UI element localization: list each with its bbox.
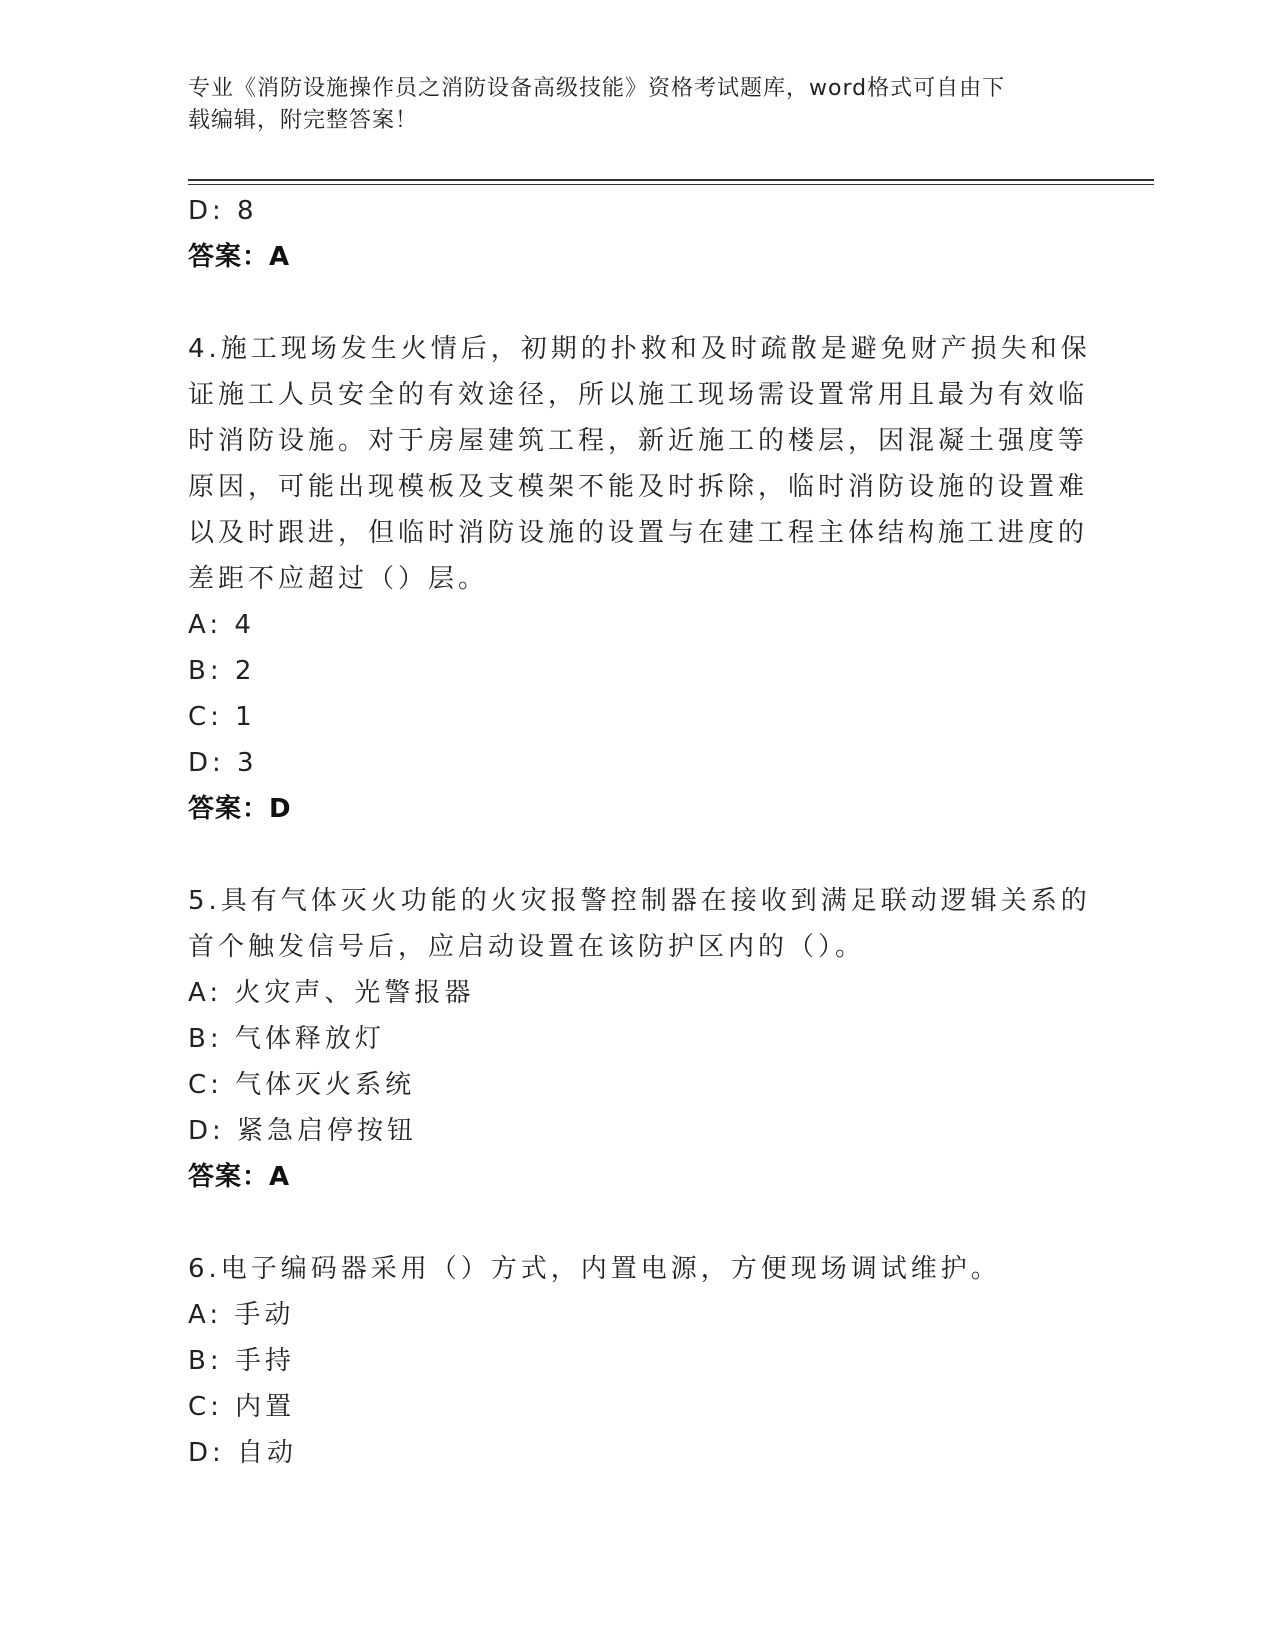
document-body [188, 188, 1091, 1476]
question-4-option-d: D: 3 [188, 748, 258, 778]
prev-question-option-d: D: 8 [188, 196, 258, 226]
question-4-answer: 答案：D [188, 794, 292, 824]
spacer [188, 280, 1068, 326]
question-text-line: 时消防设施。对于房屋建筑工程，新近施工的楼层，因混凝土强度等 [188, 426, 1089, 456]
question-text-line: 差距不应超过（）层。 [188, 564, 489, 594]
question-6-option-b: B: 手持 [188, 1346, 295, 1376]
question-4 [188, 326, 1091, 602]
question-5-option-a: A: 火灾声、光警报器 [188, 978, 475, 1008]
question-5 [188, 878, 1091, 970]
question-4-option-a: A: 4 [188, 610, 255, 640]
question-4-option-c: C: 1 [188, 702, 256, 732]
question-text-line: 原因，可能出现模板及支模架不能及时拆除，临时消防设施的设置难 [188, 472, 1089, 502]
question-4-option-b: B: 2 [188, 656, 256, 686]
question-5-option-d: D: 紧急启停按钮 [188, 1116, 418, 1146]
header-line-1: 专业《消防设施操作员之消防设备高级技能》资格考试题库，word格式可自由下 [188, 76, 1006, 101]
spacer [188, 832, 1068, 878]
prev-question-answer: 答案：A [188, 242, 291, 272]
question-5-option-b: B: 气体释放灯 [188, 1024, 385, 1054]
question-text-line: 证施工人员安全的有效途径，所以施工现场需设置常用且最为有效临 [188, 380, 1089, 410]
document-header [188, 73, 1068, 137]
header-rule-thin [188, 184, 1154, 185]
question-text-line: 5.具有气体灭火功能的火灾报警控制器在接收到满足联动逻辑关系的 [188, 886, 1091, 916]
question-6-option-a: A: 手动 [188, 1300, 295, 1330]
header-rule-thick [188, 179, 1154, 181]
question-6-option-c: C: 内置 [188, 1392, 296, 1422]
question-6 [188, 1246, 1068, 1292]
question-text-line: 4.施工现场发生火情后，初期的扑救和及时疏散是避免财产损失和保 [188, 334, 1091, 364]
header-line-2: 载编辑，附完整答案！ [188, 108, 419, 133]
question-text-line: 以及时跟进，但临时消防设施的设置与在建工程主体结构施工进度的 [188, 518, 1089, 548]
spacer [188, 1200, 1068, 1246]
question-text-line: 首个触发信号后，应启动设置在该防护区内的（）。 [188, 932, 866, 962]
question-5-option-c: C: 气体灭火系统 [188, 1070, 416, 1100]
question-text-line: 6.电子编码器采用（）方式，内置电源，方便现场调试维护。 [188, 1254, 1001, 1284]
question-6-option-d: D: 自动 [188, 1438, 298, 1468]
question-5-answer: 答案：A [188, 1162, 291, 1192]
